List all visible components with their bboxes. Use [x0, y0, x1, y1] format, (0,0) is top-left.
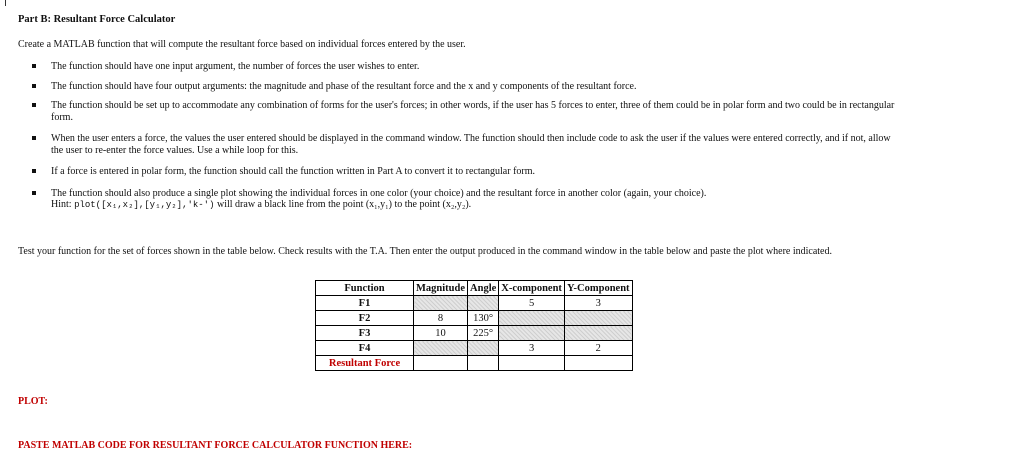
- bullet-text: The function should also produce a single plot showing the individual forces in one color (your choice) and the resultant force in another color (again, your choice).: [51, 187, 707, 199]
- bullet-text: The function should be set up to accommodate any combination of forms for the user's forces; in other words, if the user has 5 forces to enter, three of them could be in polar form and two could be in rectangular: [51, 100, 895, 111]
- angle-cell: [468, 341, 499, 356]
- bullet-text-continued: the user to re-enter the force values. Use a while loop for this.: [51, 144, 299, 156]
- x-component-cell: [499, 356, 565, 371]
- bullet-square-icon: [32, 103, 36, 107]
- bullet-square-icon: [32, 84, 36, 88]
- table-row: [316, 326, 633, 341]
- hint-label: Hint:: [51, 199, 75, 210]
- bullet-text-continued: form.: [51, 111, 73, 123]
- bullet-square-icon: [32, 64, 36, 68]
- list-item: [30, 61, 1010, 73]
- test-instruction: Test your function for the set of forces shown in the table below. Check results with the T.A. Then enter the output produced in the command window in the table below and paste the plot where indicated.: [18, 246, 832, 257]
- list-item: [30, 133, 1010, 156]
- table-row: [316, 341, 633, 356]
- x-component-cell: 3: [499, 341, 565, 356]
- angle-cell: [468, 296, 499, 311]
- column-header-function: Function: [316, 281, 414, 296]
- bullet-text: The function should have four output arguments: the magnitude and phase of the resultant force and the x and y components of the resultant force.: [51, 80, 637, 92]
- y-component-cell: 3: [564, 296, 632, 311]
- row-label: F2: [316, 311, 414, 326]
- requirements-list: [30, 61, 1010, 212]
- magnitude-cell: 8: [414, 311, 468, 326]
- list-item: [30, 81, 1010, 93]
- row-label-resultant: Resultant Force: [316, 356, 414, 371]
- column-header-x-component: X-component: [499, 281, 565, 296]
- table-row: [316, 356, 633, 371]
- row-label: F1: [316, 296, 414, 311]
- x-component-cell: [499, 326, 565, 341]
- bullet-square-icon: [32, 191, 36, 195]
- paste-code-label: PASTE MATLAB CODE FOR RESULTANT FORCE CALCULATOR FUNCTION HERE:: [18, 440, 413, 451]
- y-component-cell: [564, 311, 632, 326]
- plot-section-label: PLOT:: [18, 396, 48, 407]
- y-component-cell: 2: [564, 341, 632, 356]
- x-component-cell: [499, 311, 565, 326]
- forces-table: [315, 280, 633, 371]
- section-heading: Part B: Resultant Force Calculator: [18, 14, 176, 25]
- bullet-text: The function should have one input argument, the number of forces the user wishes to enter.: [51, 61, 420, 72]
- y-component-cell: [564, 326, 632, 341]
- y-component-cell: [564, 356, 632, 371]
- row-label: F3: [316, 326, 414, 341]
- column-header-y-component: Y-Component: [564, 281, 632, 296]
- list-item: [30, 188, 1010, 212]
- bullet-text: When the user enters a force, the values the user entered should be displayed in the command window. The function should then include code to ask the user if the values were entered correctly, and if not, allow: [51, 133, 891, 144]
- list-item: [30, 166, 1010, 178]
- angle-cell: 130°: [468, 311, 499, 326]
- magnitude-cell: [414, 296, 468, 311]
- bullet-square-icon: [32, 136, 36, 140]
- column-header-magnitude: Magnitude: [414, 281, 468, 296]
- table-header-row: [316, 281, 633, 296]
- hint-text: will draw a black line from the point (x₁,y₁) to the point (x₂,y₂).: [214, 199, 472, 210]
- row-label: F4: [316, 341, 414, 356]
- table-row: [316, 296, 633, 311]
- angle-cell: [468, 356, 499, 371]
- intro-paragraph: Create a MATLAB function that will compute the resultant force based on individual forces entered by the user.: [18, 39, 466, 50]
- list-item: [30, 100, 1010, 123]
- angle-cell: 225°: [468, 326, 499, 341]
- bullet-text: If a force is entered in polar form, the function should call the function written in Part A to convert it to rectangular form.: [51, 166, 536, 177]
- column-header-angle: Angle: [468, 281, 499, 296]
- magnitude-cell: 10: [414, 326, 468, 341]
- table-row: [316, 311, 633, 326]
- page-corner-mark: [5, 0, 6, 6]
- x-component-cell: 5: [499, 296, 565, 311]
- hint-code: plot([x₁,x₂],[y₁,y₂],'k-'): [74, 200, 215, 210]
- bullet-square-icon: [32, 169, 36, 173]
- magnitude-cell: [414, 341, 468, 356]
- magnitude-cell: [414, 356, 468, 371]
